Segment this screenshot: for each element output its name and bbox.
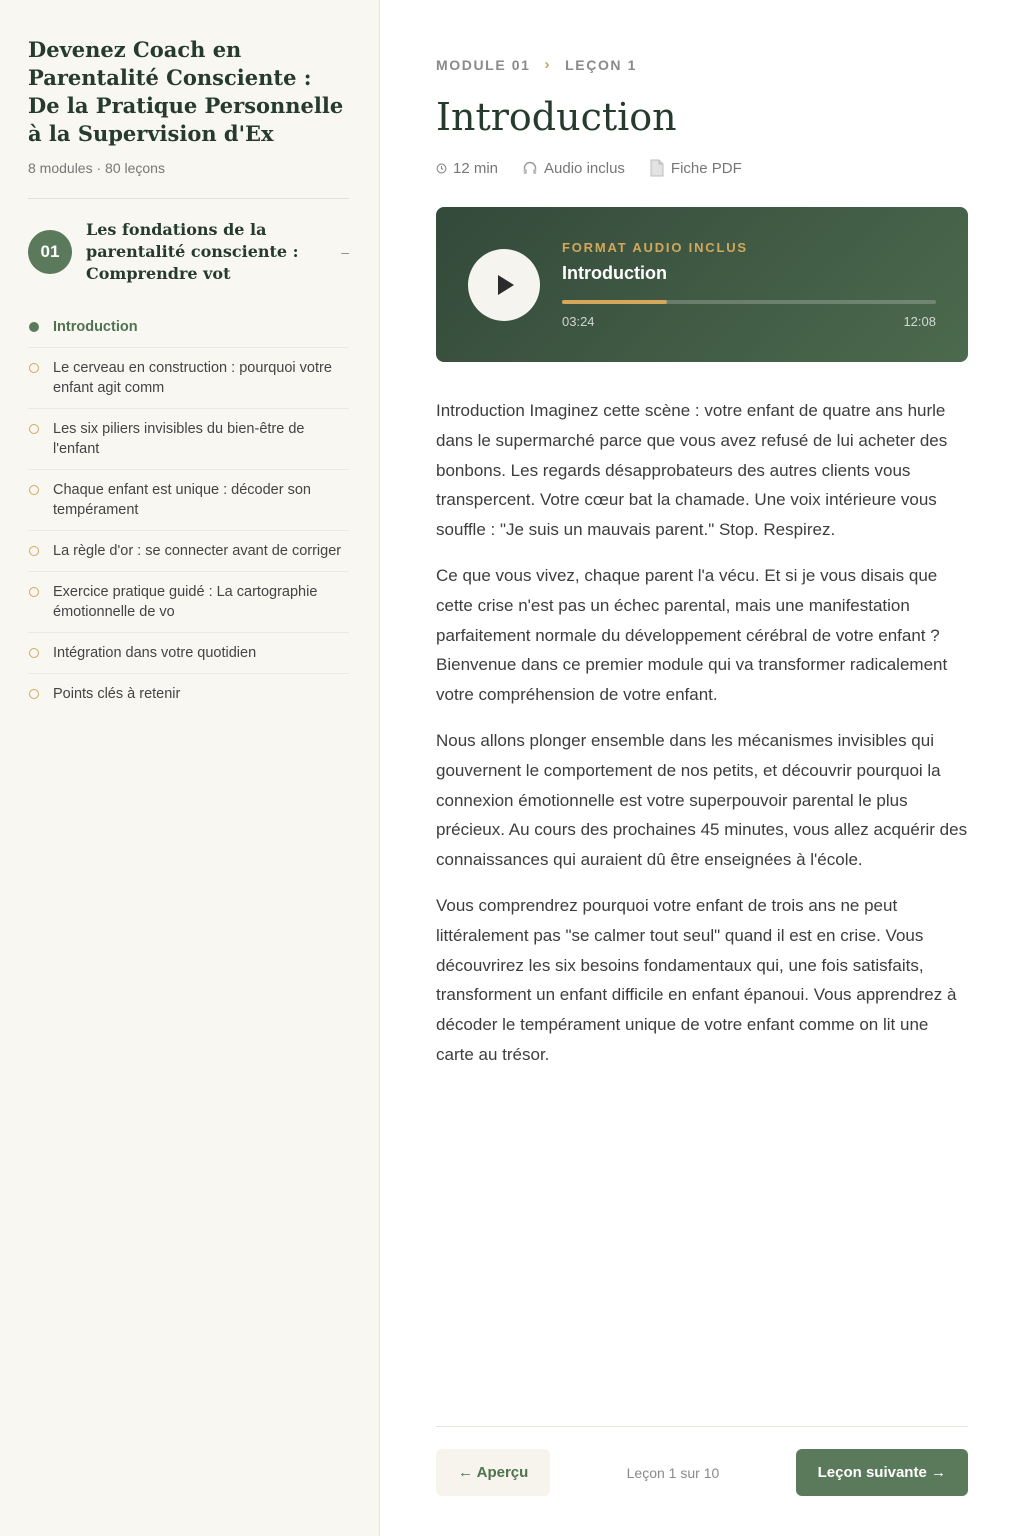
previous-button[interactable]: ← Aperçu [436, 1449, 550, 1496]
duration-text: 12 min [453, 159, 499, 177]
lesson-item[interactable] [28, 409, 349, 470]
lesson-paragraph: Introduction Imaginez cette scène : votre enfant de quatre ans hurle dans le supermarché parce que vous avez refusé de lui acheter des bonbons. Les regards désapprobateurs des autres clients vous transpercent. Votre cœur bat la chamade. Une voix intérieure vous souffle : "Je suis un mauvais parent." Stop. Respirez. [436, 401, 948, 540]
lesson-paragraph: Nous allons plonger ensemble dans les mécanismes invisibles qui gouvernent le comportement de nos petits, et découvrir pourquoi la connexion émotionnelle est votre superpouvoir parental le plus précieux. Au cours des prochaines 45 minutes, vous allez acquérir des connaissances qui auraient dû être enseignées à l'école. [436, 730, 968, 870]
lesson-status-icon [29, 322, 39, 332]
lesson-status-icon [29, 587, 39, 597]
lesson-meta [436, 159, 968, 177]
audio-times [562, 314, 936, 329]
lesson-content [380, 0, 1024, 1070]
lesson-item[interactable] [28, 633, 349, 674]
audio-current-time: 03:24 [562, 314, 595, 329]
lesson-label: Points clés à retenir [53, 686, 181, 702]
module-header[interactable] [28, 219, 349, 285]
lesson-footer [436, 1426, 968, 1496]
lesson-body [436, 396, 968, 1070]
pdf-text: Fiche PDF [670, 159, 742, 177]
audio-progress-fill [562, 300, 667, 304]
lesson-pager: Leçon 1 sur 10 [626, 1464, 720, 1481]
audio-progress-bar[interactable] [562, 300, 936, 304]
lesson-item[interactable] [28, 572, 349, 633]
breadcrumb-lesson: LEÇON 1 [565, 56, 638, 73]
course-meta: 8 modules · 80 leçons [28, 160, 165, 176]
lesson-label: Intégration dans votre quotidien [53, 645, 257, 661]
module-number-badge: 01 [28, 230, 72, 274]
course-title: Devenez Coach en Parentalité Consciente : De la Pratique Personnelle à la Supervision d'Ex [28, 37, 344, 146]
lesson-label: Chaque enfant est unique : décoder son tempérament [53, 482, 311, 518]
module-title: Les fondations de la parentalité consciente : Comprendre vot [86, 220, 299, 283]
lesson-item[interactable] [28, 531, 349, 572]
lesson-status-icon [29, 546, 39, 556]
lesson-item[interactable] [28, 307, 349, 348]
lesson-item[interactable] [28, 348, 349, 409]
lesson-status-icon [29, 485, 39, 495]
audio-total-time: 12:08 [903, 314, 936, 329]
lesson-list [28, 307, 349, 714]
lesson-status-icon [29, 689, 39, 699]
collapse-icon[interactable]: – [341, 244, 349, 260]
audio-text: Audio inclus [544, 159, 625, 177]
lesson-status-icon [29, 648, 39, 658]
lesson-label: La règle d'or : se connecter avant de corriger [53, 543, 342, 559]
audio-meta [522, 160, 625, 177]
lesson-paragraph: Vous comprendrez pourquoi votre enfant de trois ans ne peut littéralement pas "se calmer tout seul" quand il est en crise. Vous découvrirez les six besoins fondamentaux qui, une fois satisfaits, transforment un enfant difficile en enfant épanoui. Vous apprendrez à décoder le tempérament unique de votre enfant comme on lit une carte au trésor. [436, 895, 957, 1064]
lesson-status-icon [29, 363, 39, 373]
lesson-label: Le cerveau en construction : pourquoi votre enfant agit comm [53, 360, 332, 396]
play-button[interactable] [468, 249, 540, 321]
lesson-main [380, 0, 1024, 1536]
breadcrumb [436, 56, 968, 73]
lesson-status-icon [29, 424, 39, 434]
lesson-paragraph: Ce que vous vivez, chaque parent l'a vécu. Et si je vous disais que cette crise n'est pas un échec parental, mais une manifestation parfaitement normale du développement cérébral de votre enfant ? Bienvenue dans ce premier module qui va transformer radicalement votre compréhension de votre enfant. [436, 565, 948, 705]
audio-info [562, 240, 936, 329]
sidebar-divider [28, 198, 349, 199]
headphones-icon [522, 160, 538, 176]
lesson-label: Les six piliers invisibles du bien-être de l'enfant [53, 421, 305, 457]
clock-icon [436, 163, 447, 174]
lesson-item[interactable] [28, 674, 349, 714]
audio-title: Introduction [562, 263, 667, 283]
audio-player [436, 207, 968, 362]
lesson-label: Exercice pratique guidé : La cartographie émotionnelle de vo [53, 584, 318, 620]
document-icon [649, 159, 665, 177]
chevron-right-icon: › [544, 56, 552, 73]
lesson-label: Introduction [53, 319, 138, 335]
course-sidebar [0, 0, 380, 1536]
lesson-item[interactable] [28, 470, 349, 531]
audio-format-label: FORMAT AUDIO INCLUS [562, 240, 748, 255]
breadcrumb-module[interactable]: MODULE 01 [436, 56, 531, 73]
next-lesson-button[interactable]: Leçon suivante → [796, 1449, 968, 1496]
page-title: Introduction [436, 95, 677, 139]
duration-meta [436, 160, 498, 177]
play-icon [491, 272, 517, 298]
pdf-meta[interactable] [649, 159, 742, 177]
